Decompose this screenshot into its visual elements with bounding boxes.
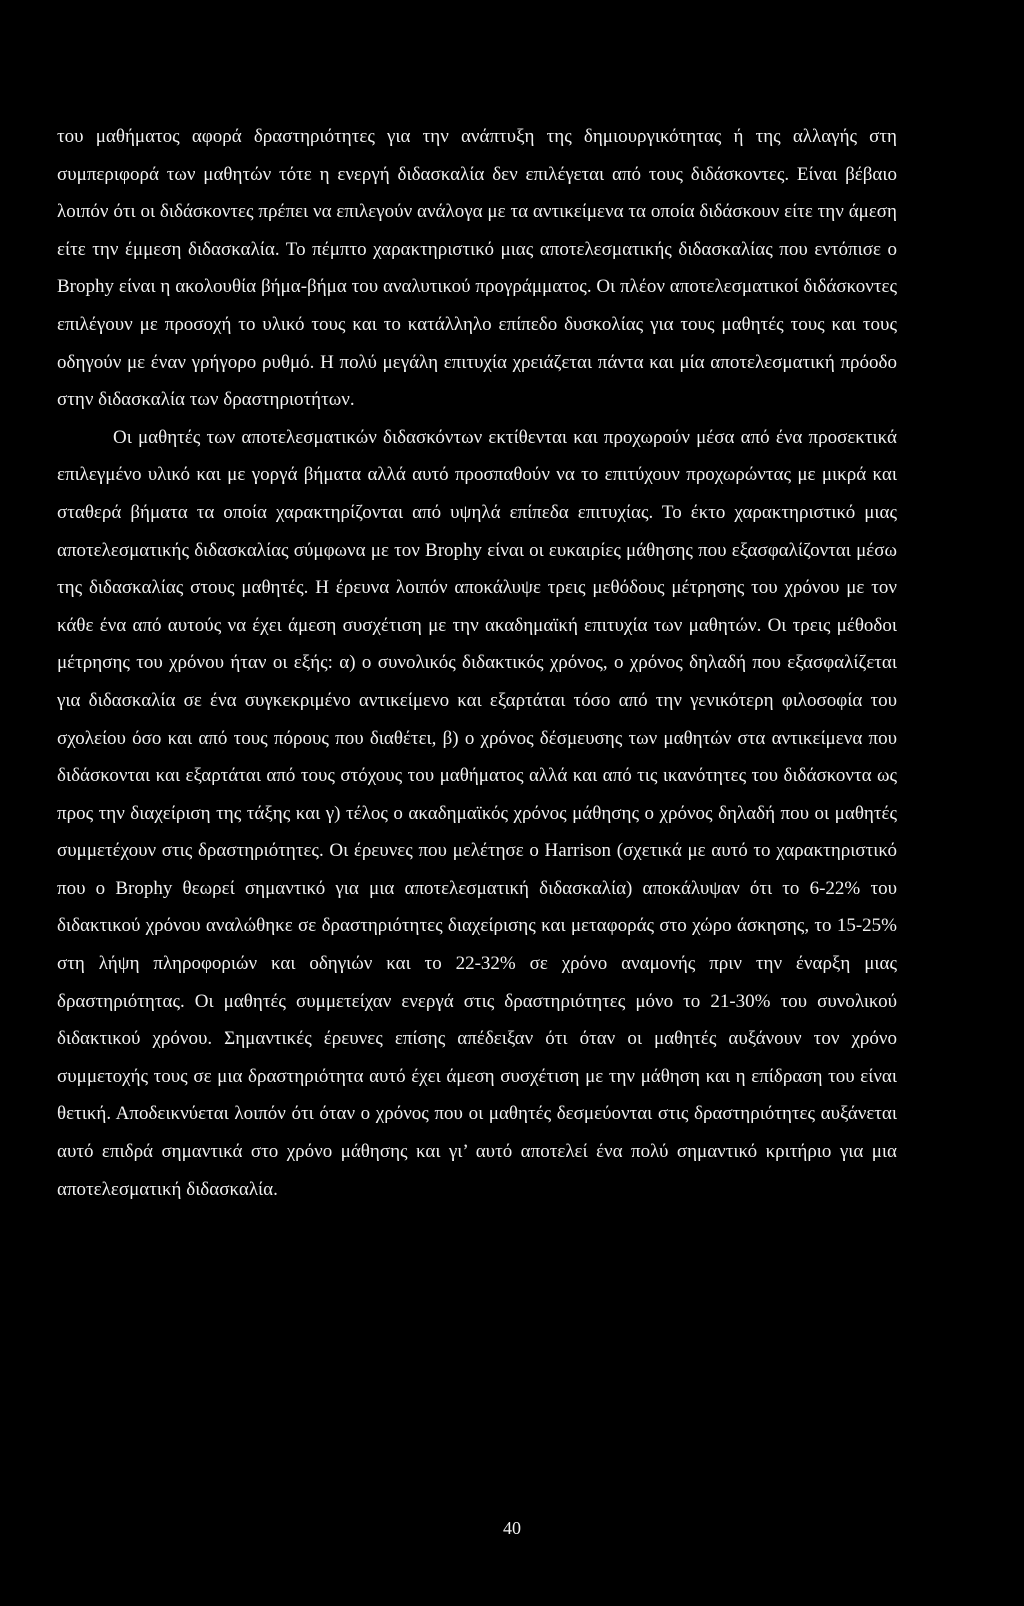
document-page xyxy=(57,118,897,1208)
paragraph-2: Οι μαθητές των αποτελεσματικών διδασκόντων εκτίθενται και προχωρούν μέσα από ένα προσεκτικά επιλεγμένο υλικό και με γοργά βήματα αλλά αυτό προσπαθούν να το επιτύχουν προχωρώντας με μικρά και σταθερά βήματα τα οποία χαρακτηρίζονται από υψηλά επίπεδα επιτυχίας. Το έκτο χαρακτηριστικό μιας αποτελεσματικής διδασκαλίας σύμφωνα με τον Brophy είναι οι ευκαιρίες μάθησης που εξασφαλίζονται μέσω της διδασκαλίας στους μαθητές. Η έρευνα λοιπόν αποκάλυψε τρεις μεθόδους μέτρησης του χρόνου με τον κάθε ένα από αυτούς να έχει άμεση συσχέτιση με την ακαδημαϊκή επιτυχία των μαθητών. Οι τρεις μέθοδοι μέτρησης του χρόνου ήταν οι εξής: α) ο συνολικός διδακτικός χρόνος, ο χρόνος δηλαδή που εξασφαλίζεται για διδασκαλία σε ένα συγκεκριμένο αντικείμενο και εξαρτάται τόσο από την γενικότερη φιλοσοφία του σχολείου όσο και από τους πόρους που διαθέτει, β) ο χρόνος δέσμευσης των μαθητών στα αντικείμενα που διδάσκονται και εξαρτάται από τους στόχους του μαθήματος αλλά και από τις ικανότητες του διδάσκοντα ως προς την διαχείριση της τάξης και γ) τέλος ο ακαδημαϊκός χρόνος μάθησης ο χρόνος δηλαδή που οι μαθητές συμμετέχουν στις δραστηριότητες. Οι έρευνες που μελέτησε ο Harrison (σχετικά με αυτό το χαρακτηριστικό που ο Brophy θεωρεί σημαντικό για μια αποτελεσματική διδασκαλία) αποκάλυψαν ότι το 6-22% του διδακτικού χρόνου αναλώθηκε σε δραστηριότητες διαχείρισης και μεταφοράς στο χώρο άσκησης, το 15-25% στη λήψη πληροφοριών και οδηγιών και το 22-32% σε χρόνο αναμονής πριν την έναρξη μιας δραστηριότητας. Οι μαθητές συμμετείχαν ενεργά στις δραστηριότητες μόνο το 21-30% του συνολικού διδακτικού χρόνου. Σημαντικές έρευνες επίσης απέδειξαν ότι όταν οι μαθητές αυξάνουν τον χρόνο συμμετοχής τους σε μια δραστηριότητα αυτό έχει άμεση συσχέτιση με την μάθηση και η επίδραση του είναι θετική. Αποδεικνύεται λοιπόν ότι όταν ο χρόνος που οι μαθητές δεσμεύονται στις δραστηριότητες αυξάνεται αυτό επιδρά σημαντικά στο χρόνο μάθησης και γι’ αυτό αποτελεί ένα πολύ σημαντικό κριτήριο για μια αποτελεσματική διδασκαλία. xyxy=(57,426,897,1200)
page-number: 40 xyxy=(503,1518,521,1538)
paragraph-1: του μαθήματος αφορά δραστηριότητες για την ανάπτυξη της δημιουργικότητας ή της αλλαγής στη συμπεριφορά των μαθητών τότε η ενεργή διδασκαλία δεν επιλέγεται από τους διδάσκοντες. Είναι βέβαιο λοιπόν ότι οι διδάσκοντες πρέπει να επιλεγούν ανάλογα με τα αντικείμενα τα οποία διδάσκουν είτε την άμεση είτε την έμμεση διδασκαλία. Το πέμπτο χαρακτηριστικό μιας αποτελεσματικής διδασκαλίας που εντόπισε ο Brophy είναι η ακολουθία βήμα-βήμα του αναλυτικού προγράμματος. Οι πλέον αποτελεσματικοί διδάσκοντες επιλέγουν με προσοχή το υλικό τους και το κατάλληλο επίπεδο δυσκολίας για τους μαθητές τους και τους οδηγούν με έναν γρήγορο ρυθμό. Η πολύ μεγάλη επιτυχία χρειάζεται πάντα και μία αποτελεσματική πρόοδο στην διδασκαλία των δραστηριοτήτων. xyxy=(57,126,897,411)
